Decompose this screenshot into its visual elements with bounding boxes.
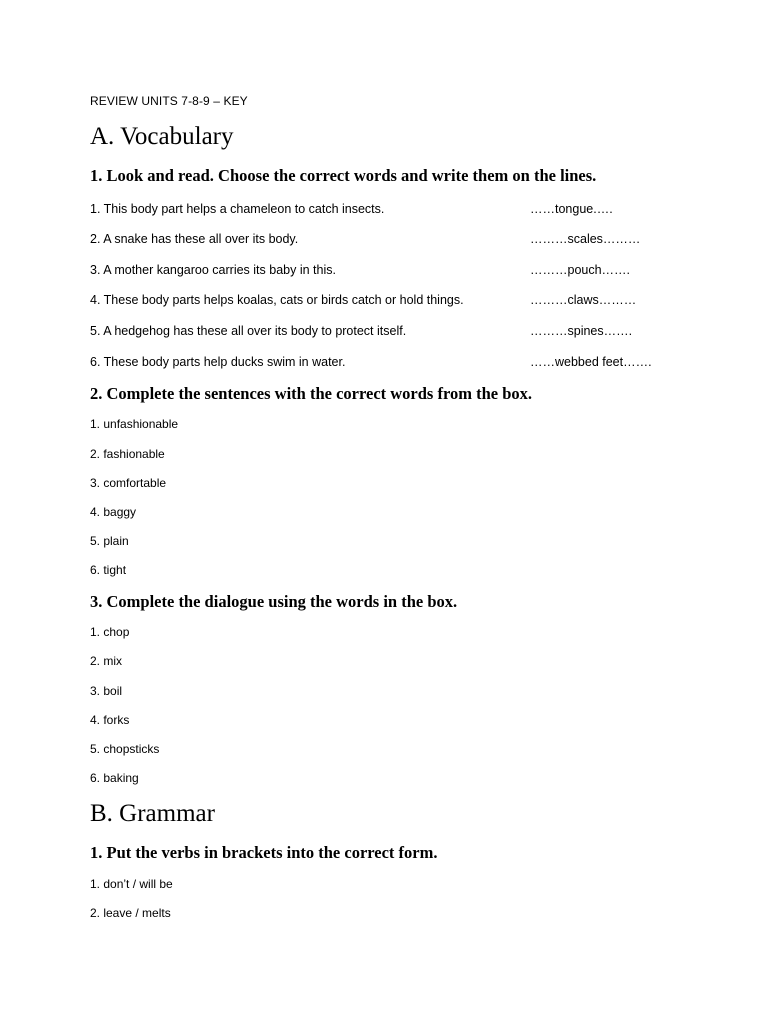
exercise-a3-answer-5: 5. chopsticks bbox=[90, 742, 160, 756]
document-header: REVIEW UNITS 7-8-9 – KEY bbox=[90, 94, 248, 108]
exercise-b1-heading: 1. Put the verbs in brackets into the correct form. bbox=[90, 843, 438, 862]
section-b-heading: B. Grammar bbox=[90, 800, 215, 827]
question-text: 5. A hedgehog has these all over its body to protect itself. bbox=[90, 324, 407, 338]
exercise-a2-answer-5: 5. plain bbox=[90, 534, 129, 548]
exercise-a3-heading: 3. Complete the dialogue using the words in the box. bbox=[90, 592, 458, 611]
exercise-a1-item-4 bbox=[90, 292, 636, 308]
answer-text: ………spines……. bbox=[530, 324, 633, 338]
answer-text: ………claws……… bbox=[530, 293, 637, 307]
document-page bbox=[90, 0, 690, 1024]
exercise-a2-answer-2: 2. fashionable bbox=[90, 447, 165, 461]
section-a-heading: A. Vocabulary bbox=[90, 123, 234, 150]
question-text: 3. A mother kangaroo carries its baby in this. bbox=[90, 263, 336, 277]
answer-text: ……tongue.…. bbox=[530, 202, 613, 216]
exercise-a1-item-6 bbox=[90, 354, 652, 370]
exercise-a2-answer-1: 1. unfashionable bbox=[90, 417, 179, 431]
question-text: 2. A snake has these all over its body. bbox=[90, 232, 299, 246]
exercise-a1-item-3 bbox=[90, 262, 630, 278]
exercise-a2-answer-4: 4. baggy bbox=[90, 505, 137, 519]
exercise-a3-answer-1: 1. chop bbox=[90, 625, 130, 639]
exercise-a2-heading: 2. Complete the sentences with the correct words from the box. bbox=[90, 384, 533, 403]
exercise-b1-answer-1: 1. don’t / will be bbox=[90, 877, 173, 891]
answer-text: ………pouch……. bbox=[530, 263, 631, 277]
exercise-a2-answer-3: 3. comfortable bbox=[90, 476, 167, 490]
exercise-a3-answer-2: 2. mix bbox=[90, 654, 123, 668]
exercise-a1-item-2 bbox=[90, 231, 640, 247]
question-text: 1. This body part helps a chameleon to catch insects. bbox=[90, 202, 385, 216]
answer-text: ……webbed feet……. bbox=[530, 355, 652, 369]
exercise-a1-item-1 bbox=[90, 201, 613, 217]
exercise-a3-answer-3: 3. boil bbox=[90, 684, 123, 698]
question-text: 6. These body parts help ducks swim in water. bbox=[90, 355, 346, 369]
question-text: 4. These body parts helps koalas, cats or birds catch or hold things. bbox=[90, 293, 464, 307]
exercise-a1-item-5 bbox=[90, 323, 632, 339]
exercise-a3-answer-6: 6. baking bbox=[90, 771, 139, 785]
exercise-a2-answer-6: 6. tight bbox=[90, 563, 127, 577]
exercise-b1-answer-2: 2. leave / melts bbox=[90, 906, 171, 920]
exercise-a1-heading: 1. Look and read. Choose the correct words and write them on the lines. bbox=[90, 166, 597, 185]
answer-text: ………scales……… bbox=[530, 232, 641, 246]
exercise-a3-answer-4: 4. forks bbox=[90, 713, 130, 727]
